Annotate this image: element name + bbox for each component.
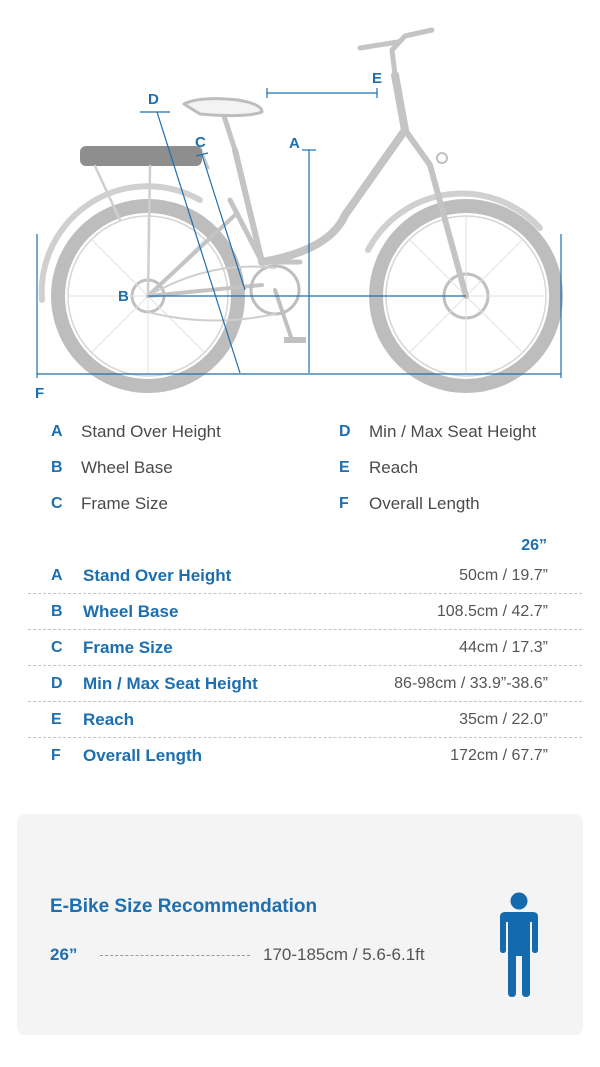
row-key: B — [51, 602, 63, 620]
legend-key: D — [339, 423, 351, 440]
table-row — [28, 738, 582, 774]
legend-item-b — [51, 456, 173, 480]
row-value: 50cm / 19.7” — [459, 566, 548, 584]
legend-item-d — [339, 420, 536, 444]
legend-label: Frame Size — [81, 494, 168, 513]
dimension-label-d: D — [148, 91, 159, 108]
row-name: Wheel Base — [83, 601, 179, 621]
bike-illustration — [0, 0, 600, 410]
legend-key: A — [51, 423, 63, 440]
recommendation-height-range: 170-185cm / 5.6-6.1ft — [263, 945, 425, 964]
table-row — [28, 630, 582, 666]
legend-label: Wheel Base — [81, 458, 173, 477]
legend-key: B — [51, 459, 63, 476]
dotted-leader — [100, 955, 250, 956]
dimension-label-f: F — [35, 385, 45, 402]
table-row — [28, 558, 582, 594]
row-key: F — [51, 747, 61, 764]
legend-label: Stand Over Height — [81, 422, 221, 441]
legend-item-a — [51, 420, 221, 444]
table-row — [28, 702, 582, 738]
legend-label: Min / Max Seat Height — [369, 422, 537, 441]
legend-item-e — [339, 456, 418, 480]
row-value: 35cm / 22.0” — [459, 710, 548, 728]
table-row — [28, 666, 582, 702]
table-row — [28, 594, 582, 630]
recommendation-size: 26” — [50, 945, 78, 964]
dimension-label-e: E — [372, 70, 383, 87]
legend-key: E — [339, 459, 350, 476]
battery — [80, 146, 202, 166]
legend-label: Reach — [369, 458, 419, 477]
person-icon — [497, 892, 541, 998]
size-recommendation-card — [17, 814, 583, 1035]
table-column-header: 26” — [521, 537, 547, 554]
row-name: Min / Max Seat Height — [83, 673, 258, 693]
bike-geometry-diagram — [0, 0, 600, 410]
dimension-legend — [0, 414, 600, 522]
legend-item-c — [51, 492, 168, 516]
spec-table — [28, 558, 582, 774]
legend-key: C — [51, 495, 63, 512]
legend-label: Overall Length — [369, 494, 480, 513]
row-name: Frame Size — [83, 637, 173, 657]
dimension-label-c: C — [195, 134, 206, 151]
row-key: A — [51, 566, 63, 584]
row-name: Stand Over Height — [83, 565, 232, 585]
recommendation-title: E-Bike Size Recommendation — [50, 896, 318, 917]
legend-item-f — [339, 492, 480, 516]
legend-key: F — [339, 495, 349, 512]
row-value: 44cm / 17.3” — [459, 638, 548, 656]
row-value: 108.5cm / 42.7” — [436, 602, 548, 620]
row-key: C — [51, 638, 63, 656]
row-name: Overall Length — [83, 746, 203, 765]
row-name: Reach — [83, 709, 135, 729]
dimension-label-a: A — [289, 135, 300, 152]
dimension-label-b: B — [118, 288, 129, 305]
row-value: 172cm / 67.7” — [450, 747, 548, 764]
row-key: E — [51, 710, 62, 728]
row-key: D — [51, 674, 63, 692]
row-value: 86-98cm / 33.9”-38.6” — [394, 674, 548, 692]
